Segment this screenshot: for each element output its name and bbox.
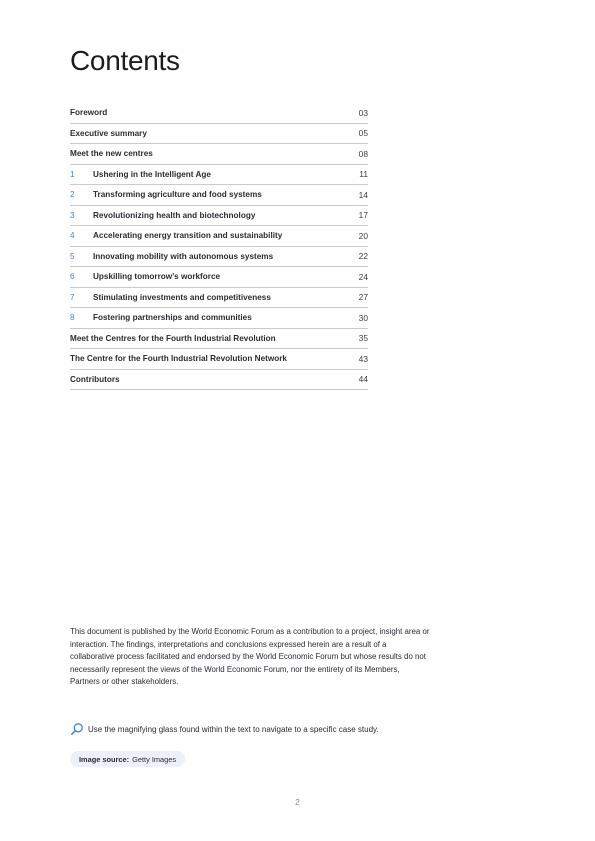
- toc-entry-label: Executive summary: [70, 128, 147, 138]
- toc-entry-number: 2: [70, 190, 75, 200]
- case-study-hint: [70, 722, 379, 736]
- toc-entry-label: Transforming agriculture and food systems: [93, 190, 262, 200]
- toc-entry-label: The Centre for the Fourth Industrial Revolution Network: [70, 354, 287, 364]
- toc-entry-page: 35: [358, 333, 368, 344]
- toc-entry-page: 30: [358, 312, 368, 323]
- toc-entry-page: 20: [358, 230, 368, 241]
- toc-entry-number: 8: [70, 313, 75, 323]
- toc-entry-page: 08: [358, 148, 368, 159]
- toc-entry-number: 5: [70, 251, 75, 261]
- toc-entry[interactable]: [70, 206, 368, 227]
- toc-entry[interactable]: [70, 267, 368, 288]
- disclaimer-text: This document is published by the World Economic Forum as a contribution to a project, insight area or interaction. The findings, interpretations and conclusions expressed herein are a result of a collaborative process facilitated and endorsed by the World Economic Forum but whose results do not necessarily represent the views of the World Economic Forum, nor the entirety of its Members, Partners or other stakeholders.: [70, 627, 430, 687]
- toc-entry-label: Contributors: [70, 374, 120, 384]
- toc-entry-page: 11: [359, 169, 368, 180]
- toc-entry[interactable]: [70, 165, 368, 186]
- image-source-label: Image source:: [79, 754, 130, 764]
- hint-text: Use the magnifying glass found within the text to navigate to a specific case study.: [88, 724, 379, 734]
- toc-entry-number: 4: [70, 231, 75, 241]
- toc-entry-label: Fostering partnerships and communities: [93, 313, 252, 323]
- toc-entry[interactable]: [70, 124, 368, 145]
- toc-entry-number: 6: [70, 272, 75, 282]
- magnifying-glass-icon: [70, 722, 84, 736]
- toc-entry-number: 7: [70, 292, 75, 302]
- toc-entry-page: 03: [358, 107, 368, 118]
- toc-entry-page: 44: [358, 374, 368, 385]
- toc-entry[interactable]: [70, 226, 368, 247]
- toc-entry[interactable]: [70, 308, 368, 329]
- toc-entry-page: 05: [358, 128, 368, 139]
- table-of-contents: [70, 103, 368, 390]
- toc-entry[interactable]: [70, 349, 368, 370]
- toc-entry[interactable]: [70, 288, 368, 309]
- toc-entry-label: Meet the Centres for the Fourth Industrial Revolution: [70, 333, 276, 343]
- toc-entry[interactable]: [70, 329, 368, 350]
- toc-entry-page: 24: [358, 271, 368, 282]
- toc-entry-page: 14: [358, 189, 368, 200]
- toc-entry-label: Innovating mobility with autonomous systems: [93, 251, 274, 261]
- toc-entry[interactable]: [70, 185, 368, 206]
- toc-entry-label: Accelerating energy transition and sustainability: [93, 231, 283, 241]
- toc-entry-label: Ushering in the Intelligent Age: [93, 169, 211, 179]
- toc-entry-number: 3: [70, 210, 75, 220]
- image-source-value: Getty Images: [132, 754, 177, 764]
- toc-entry-label: Upskilling tomorrow’s workforce: [93, 272, 221, 282]
- toc-entry-label: Meet the new centres: [70, 149, 153, 159]
- toc-entry-page: 22: [358, 251, 368, 262]
- toc-entry[interactable]: [70, 370, 368, 391]
- toc-entry[interactable]: [70, 144, 368, 165]
- toc-entry-number: 1: [70, 169, 75, 179]
- toc-entry-page: 17: [358, 210, 368, 221]
- page-number: 2: [295, 797, 300, 807]
- toc-entry-page: 43: [358, 353, 368, 364]
- toc-entry-label: Foreword: [70, 108, 108, 118]
- toc-entry-page: 27: [358, 292, 368, 303]
- toc-entry[interactable]: [70, 103, 368, 124]
- page-title: Contents: [70, 45, 180, 76]
- toc-entry-label: Revolutionizing health and biotechnology: [93, 210, 256, 220]
- toc-entry[interactable]: [70, 247, 368, 268]
- toc-entry-label: Stimulating investments and competitiveness: [93, 292, 271, 302]
- image-source-badge: [70, 751, 185, 767]
